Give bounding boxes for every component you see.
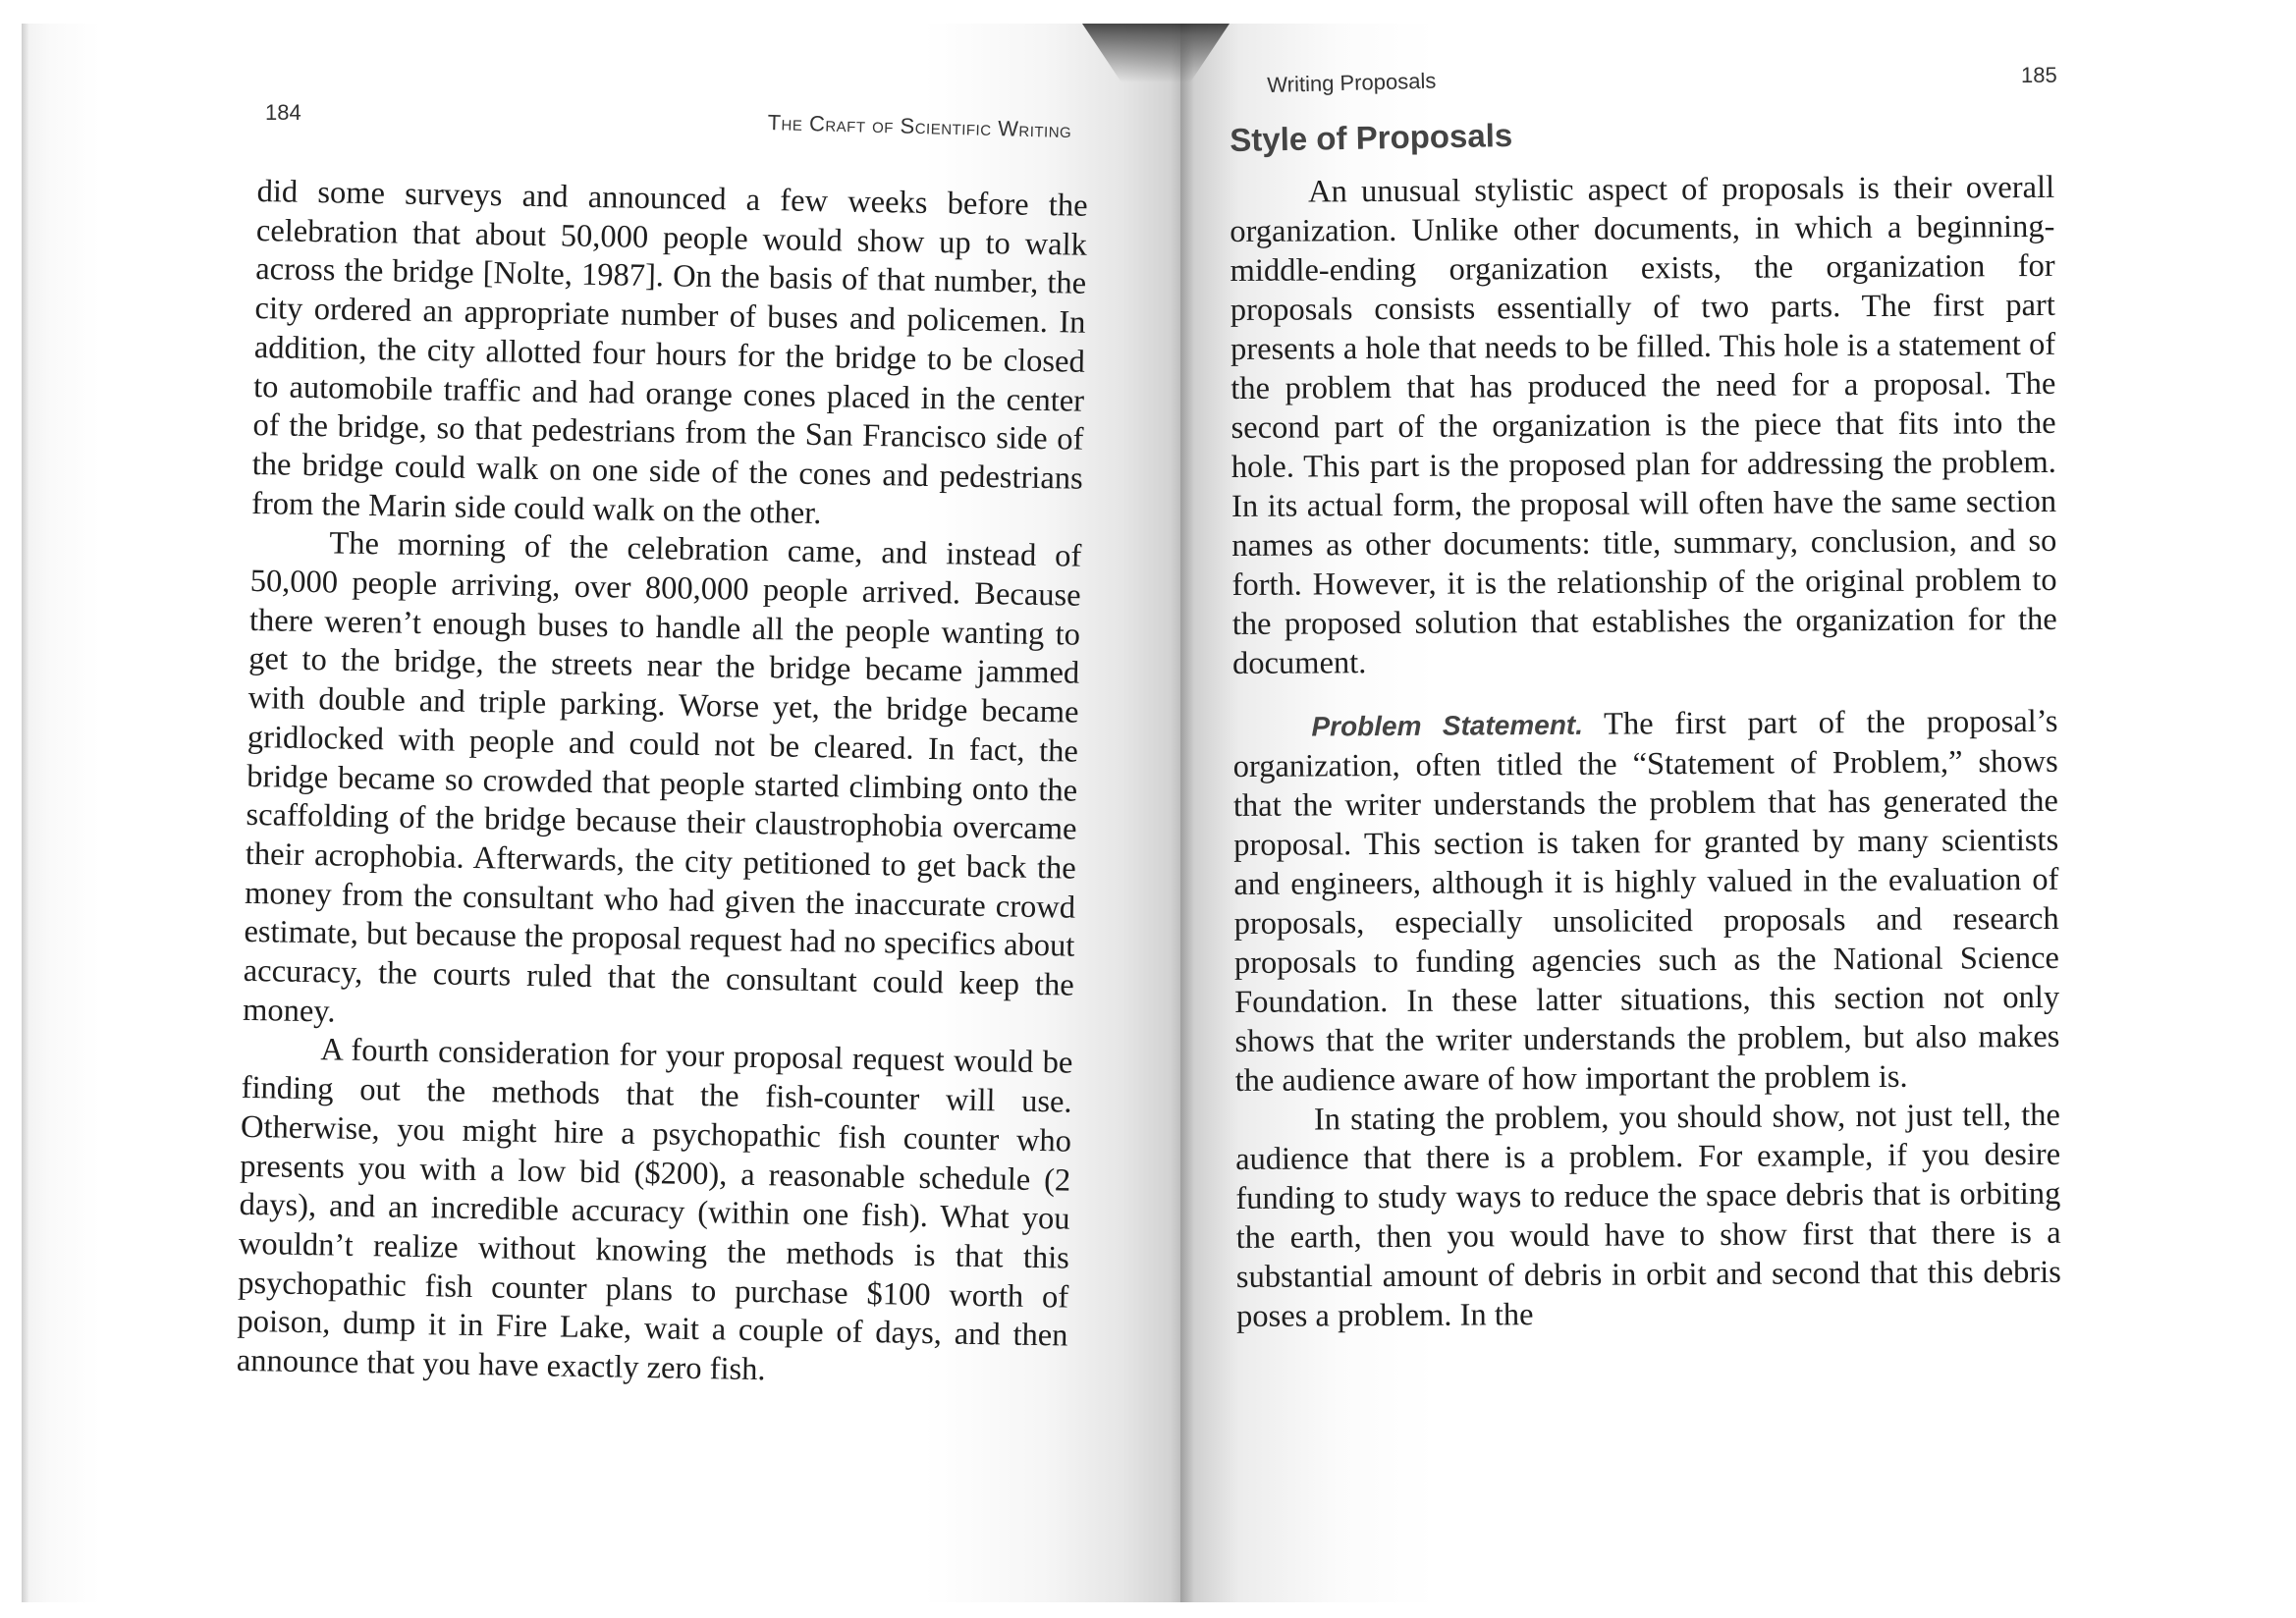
paragraph: In stating the problem, you should show, not just tell, the audience that there is a problem. For example, if you desire funding to study ways to reduce the space debris that is orbiting the earth, then you would have to show first that there is a substantial amount of debris in orbit and second that this debris poses a problem. In the (1235, 1097, 2061, 1334)
running-head-left (767, 110, 1071, 143)
page-number-right: 185 (2021, 63, 2057, 87)
section-title: Style of Proposals (1230, 116, 1513, 158)
paragraph: A fourth consideration for your proposal request would be finding out the methods that the fish-counter will use. Otherwise, you might hire a psychopathic fish counter who presents you with a low bid ($200), a reasonable schedule (2 days), and an incredible accuracy (within one fish). What you wouldn’t realize without knowing the methods is that this psychopathic fish counter plans to purchase $100 worth of poison, dump it in Fire Lake, wait a couple of days, and then announce that you have exactly zero fish. (236, 1032, 1073, 1388)
open-book-spread (22, 24, 2296, 1602)
paragraph (1232, 702, 2059, 1101)
left-page (22, 24, 1180, 1602)
page-number-left: 184 (265, 100, 301, 125)
paragraph: An unusual stylistic aspect of proposals is their overall organization. Unlike other documents, in which a beginning-middle-ending organization exists, the organization for proposals consists essentially of two parts. The first part presents a hole that needs to be filled. This hole is a statement of the problem that has produced the need for a proposal. The second part of the organization is the piece that fits into the hole. This part is the proposed plan for addressing the problem. In its actual form, the proposal will often have the same section names as other documents: title, summary, conclusion, and so forth. However, it is the relationship of the original problem to the proposed solution that establishes the organization for the document. (1230, 169, 2057, 681)
running-head-right: Writing Proposals (1267, 68, 1437, 97)
paragraph: The morning of the celebration came, and instead of 50,000 people arriving, over 800,000 people arrived. Because there weren’t enough buses to handle all the people wanting to get to the bridge, the streets near the bridge became jammed with double and triple parking. Worse yet, the bridge became gridlocked with people and could not be cleared. In fact, the bridge became so crowded that people started climbing onto the scaffolding of the bridge because their claustrophobia overcame their acrophobia. Afterwards, the city petitioned to get back the money from the consultant who had given the inaccurate crowd estimate, but because the proposal request had no specifics about accuracy, the courts ruled that the consultant could keep the money. (242, 525, 1082, 1030)
scan-margin (0, 0, 2296, 22)
subhead-problem-statement: Problem Statement. (1311, 709, 1584, 742)
paragraph: did some surveys and announced a few weeks before the celebration that about 50,000 people would show up to walk across the bridge [Nolte, 1987]. On the basis of that number, the city ordered an appropriate number of buses and policemen. In addition, the city allotted four hours for the bridge to be closed to automobile traffic and had orange cones placed in the center of the bridge, so that pedestrians from the San Francisco side of the bridge could walk on one side of the cones and pedestrians from the Marin side could walk on the other. (250, 173, 1088, 531)
right-body-text (1230, 168, 2061, 1336)
left-body-text (237, 173, 1088, 1395)
running-head-left-text: The Craft of Scientific Writing (767, 110, 1072, 143)
page-edge (22, 24, 29, 1602)
paragraph-text: The first part of the proposal’s organization, often titled the “Statement of Problem,” shows that the writer understands the problem that has generated the proposal. This section is taken for granted by many scientists and engineers, although it is highly valued in the evaluation of proposals, especially unsolicited proposals and research proposals to funding agencies such as the National Science Foundation. In these latter situations, this section not only shows that the writer understands the problem, but also makes the audience aware of how important the problem is. (1232, 703, 2060, 1099)
